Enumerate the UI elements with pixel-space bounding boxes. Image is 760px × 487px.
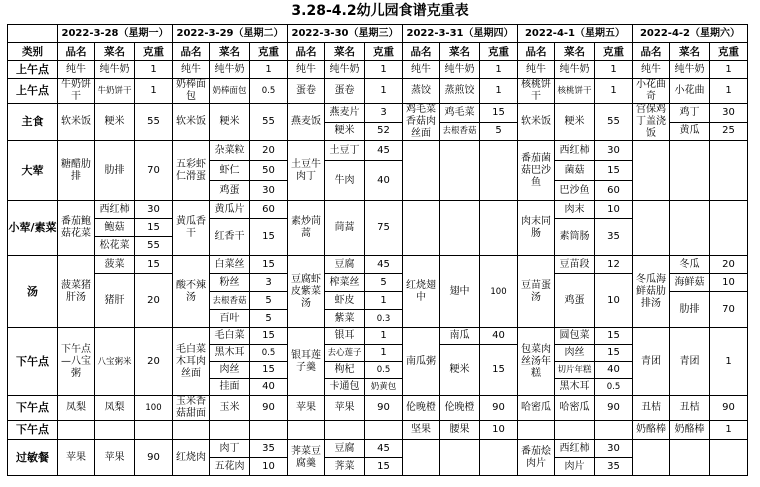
ingredient-name <box>95 421 135 440</box>
ingredient-weight: 1 <box>595 79 633 104</box>
ingredient-weight: 1 <box>595 61 633 79</box>
ingredient-weight <box>480 201 518 256</box>
meal-category: 下午点 <box>8 328 58 396</box>
ingredient-weight: 90 <box>595 396 633 421</box>
dish-header: 品名 <box>288 43 325 61</box>
ingredient-weight: 15 <box>135 219 173 237</box>
ingredient-weight: 1 <box>710 328 748 396</box>
ingredient-weight: 55 <box>250 104 288 141</box>
ingredient-name: 南瓜 <box>440 328 480 345</box>
dish-name: 包菜肉丝汤年糕 <box>518 328 555 396</box>
ingredient-name: 牛肉 <box>325 161 365 201</box>
ingredient-weight: 15 <box>595 345 633 362</box>
ingredient-weight: 20 <box>135 274 173 328</box>
ingredient-weight: 15 <box>135 256 173 274</box>
ingredient-weight: 55 <box>135 237 173 256</box>
ingredient-weight: 5 <box>250 310 288 328</box>
ingredient-header: 菜名 <box>440 43 480 61</box>
ingredient-name: 西红柿 <box>555 440 595 458</box>
page-title: 3.28-4.2幼儿园食谱克重表 <box>291 3 469 19</box>
ingredient-name: 肋排 <box>670 292 710 328</box>
ingredient-name: 纯牛奶 <box>210 61 250 79</box>
ingredient-name: 虾皮 <box>325 292 365 310</box>
ingredient-name: 蛋卷 <box>325 79 365 104</box>
dish-name: 小花曲奇 <box>633 79 670 104</box>
ingredient-weight: 40 <box>250 379 288 396</box>
ingredient-weight: 1 <box>135 61 173 79</box>
ingredient-header: 菜名 <box>210 43 250 61</box>
weight-header: 克重 <box>135 43 173 61</box>
dish-name: 毛白菜木耳肉丝面 <box>173 328 210 396</box>
ingredient-weight: 55 <box>595 104 633 141</box>
dish-name: 燕麦饭 <box>288 104 325 141</box>
weight-header: 克重 <box>480 43 518 61</box>
dish-name: 豆腐虾皮紫菜汤 <box>288 256 325 328</box>
ingredient-weight: 0.5 <box>365 362 403 379</box>
ingredient-weight <box>710 141 748 201</box>
ingredient-name: 翅中 <box>440 256 480 328</box>
ingredient-name: 腰果 <box>440 421 480 440</box>
ingredient-name: 毛白菜 <box>210 328 250 345</box>
ingredient-name: 卡通包 <box>325 379 365 396</box>
ingredient-weight: 15 <box>595 161 633 181</box>
ingredient-name <box>440 440 480 476</box>
dish-name: 黄瓜香干 <box>173 201 210 256</box>
ingredient-name: 挂面 <box>210 379 250 396</box>
meal-category: 大荤 <box>8 141 58 201</box>
ingredient-weight: 5 <box>480 122 518 141</box>
dish-name: 五彩虾仁滑蛋 <box>173 141 210 201</box>
ingredient-weight: 90 <box>480 396 518 421</box>
ingredient-name: 榨菜丝 <box>325 274 365 292</box>
ingredient-weight: 75 <box>365 201 403 256</box>
ingredient-weight: 0.3 <box>365 310 403 328</box>
ingredient-name: 豆腐 <box>325 440 365 458</box>
dish-name: 苹果 <box>288 396 325 421</box>
dish-name: 苹果 <box>58 440 95 476</box>
ingredient-weight: 0.5 <box>250 79 288 104</box>
ingredient-weight: 1 <box>480 61 518 79</box>
ingredient-weight: 15 <box>365 458 403 476</box>
ingredient-weight: 10 <box>595 274 633 328</box>
ingredient-name: 蒸煎饺 <box>440 79 480 104</box>
weight-header: 克重 <box>365 43 403 61</box>
dish-name <box>403 141 440 201</box>
dish-name: 纯牛 <box>633 61 670 79</box>
ingredient-header: 菜名 <box>325 43 365 61</box>
dish-name: 丑桔 <box>633 396 670 421</box>
ingredient-weight: 15 <box>595 328 633 345</box>
meal-category: 下午点 <box>8 396 58 421</box>
dish-name <box>633 201 670 256</box>
dish-name: 纯牛 <box>173 61 210 79</box>
ingredient-weight: 52 <box>365 122 403 141</box>
ingredient-weight: 70 <box>710 292 748 328</box>
ingredient-name <box>440 201 480 256</box>
ingredient-name: 纯牛奶 <box>95 61 135 79</box>
ingredient-name: 茼蒿 <box>325 201 365 256</box>
ingredient-weight: 25 <box>710 122 748 141</box>
day-date-header: 2022-3-31（星期四） <box>403 25 518 43</box>
dish-name: 牛奶饼干 <box>58 79 95 104</box>
ingredient-weight: 20 <box>250 141 288 161</box>
ingredient-name: 西红柿 <box>95 201 135 219</box>
ingredient-name: 冬瓜 <box>670 256 710 274</box>
dish-name: 软米饭 <box>518 104 555 141</box>
ingredient-name: 肉丝 <box>210 362 250 379</box>
meal-category: 上午点 <box>8 79 58 104</box>
ingredient-name <box>670 201 710 256</box>
dish-name: 核桃饼干 <box>518 79 555 104</box>
ingredient-name: 黑木耳 <box>555 379 595 396</box>
meal-category: 下午点 <box>8 421 58 440</box>
ingredient-name: 西红柿 <box>555 141 595 161</box>
ingredient-name: 奶酪棒 <box>670 421 710 440</box>
ingredient-weight <box>710 201 748 256</box>
ingredient-name: 八宝粥米 <box>95 328 135 396</box>
ingredient-name: 去心莲子 <box>325 345 365 362</box>
ingredient-name: 海鲜菇 <box>670 274 710 292</box>
ingredient-name: 粳米 <box>210 104 250 141</box>
dish-name: 南瓜粥 <box>403 328 440 396</box>
ingredient-weight: 70 <box>135 141 173 201</box>
ingredient-name: 红香干 <box>210 219 250 256</box>
ingredient-weight: 15 <box>250 328 288 345</box>
ingredient-name: 玉米 <box>210 396 250 421</box>
ingredient-weight: 50 <box>250 161 288 181</box>
dish-name <box>403 201 440 256</box>
ingredient-weight <box>480 440 518 476</box>
day-date-header: 2022-3-28（星期一） <box>58 25 173 43</box>
dish-name: 纯牛 <box>288 61 325 79</box>
ingredient-weight: 20 <box>135 328 173 396</box>
dish-name <box>633 141 670 201</box>
meal-category: 主食 <box>8 104 58 141</box>
ingredient-weight: 1 <box>710 421 748 440</box>
ingredient-header: 菜名 <box>95 43 135 61</box>
ingredient-name: 粳米 <box>440 345 480 396</box>
ingredient-name: 肉丁 <box>210 440 250 458</box>
dish-name: 银耳莲子羹 <box>288 328 325 396</box>
ingredient-weight: 5 <box>365 274 403 292</box>
ingredient-weight: 10 <box>250 458 288 476</box>
dish-name: 凤梨 <box>58 396 95 421</box>
ingredient-weight: 100 <box>480 256 518 328</box>
dish-name: 鸡毛菜香菇肉丝面 <box>403 104 440 141</box>
ingredient-weight: 15 <box>250 362 288 379</box>
dish-name: 番茄鲍菇花菜 <box>58 201 95 256</box>
ingredient-name: 猪肝 <box>95 274 135 328</box>
ingredient-weight: 35 <box>595 458 633 476</box>
dish-name <box>173 421 210 440</box>
dish-name: 奶酪棒 <box>633 421 670 440</box>
ingredient-name: 豆苗段 <box>555 256 595 274</box>
dish-name: 红烧肉 <box>173 440 210 476</box>
ingredient-weight: 1 <box>365 79 403 104</box>
ingredient-header: 菜名 <box>670 43 710 61</box>
ingredient-name: 肉末 <box>555 201 595 219</box>
ingredient-weight: 55 <box>135 104 173 141</box>
ingredient-weight: 奶黄包 <box>365 379 403 396</box>
ingredient-weight <box>365 421 403 440</box>
dish-name <box>403 440 440 476</box>
ingredient-name: 核桃饼干 <box>555 79 595 104</box>
ingredient-weight <box>710 440 748 476</box>
dish-header: 品名 <box>173 43 210 61</box>
dish-name: 奶棒面包 <box>173 79 210 104</box>
ingredient-weight: 90 <box>365 396 403 421</box>
ingredient-name: 鸡蛋 <box>555 274 595 328</box>
ingredient-name: 切片年糕 <box>555 362 595 379</box>
ingredient-name: 紫菜 <box>325 310 365 328</box>
ingredient-name: 鸡丁 <box>670 104 710 123</box>
ingredient-name <box>555 421 595 440</box>
ingredient-name: 松花菜 <box>95 237 135 256</box>
dish-name: 宫保鸡丁盖浇饭 <box>633 104 670 141</box>
ingredient-name: 百叶 <box>210 310 250 328</box>
ingredient-weight: 45 <box>365 440 403 458</box>
dish-name: 酸不辣汤 <box>173 256 210 328</box>
ingredient-name: 素筒肠 <box>555 219 595 256</box>
dish-name: 纯牛 <box>403 61 440 79</box>
ingredient-name: 圆包菜 <box>555 328 595 345</box>
ingredient-weight: 60 <box>595 181 633 201</box>
ingredient-name: 白菜丝 <box>210 256 250 274</box>
dish-name <box>518 421 555 440</box>
weight-header: 克重 <box>250 43 288 61</box>
ingredient-name <box>440 141 480 201</box>
ingredient-weight: 20 <box>710 256 748 274</box>
ingredient-name: 哈密瓜 <box>555 396 595 421</box>
dish-name: 坚果 <box>403 421 440 440</box>
ingredient-name: 银耳 <box>325 328 365 345</box>
ingredient-weight: 12 <box>595 256 633 274</box>
ingredient-weight: 40 <box>365 161 403 201</box>
category-header: 类别 <box>8 43 58 61</box>
weight-header: 克重 <box>710 43 748 61</box>
ingredient-weight <box>250 421 288 440</box>
recipe-table <box>7 24 748 476</box>
dish-name: 红烧翅中 <box>403 256 440 328</box>
dish-name: 蛋卷 <box>288 79 325 104</box>
ingredient-weight: 15 <box>250 219 288 256</box>
dish-name: 菠菜猪肝汤 <box>58 256 95 328</box>
dish-header: 品名 <box>518 43 555 61</box>
ingredient-name: 肉片 <box>555 458 595 476</box>
ingredient-weight: 1 <box>365 328 403 345</box>
ingredient-weight: 15 <box>480 104 518 123</box>
dish-header: 品名 <box>633 43 670 61</box>
day-date-header: 2022-4-2（星期六） <box>633 25 748 43</box>
dish-name: 哈密瓜 <box>518 396 555 421</box>
ingredient-weight: 10 <box>710 274 748 292</box>
ingredient-weight: 90 <box>710 396 748 421</box>
ingredient-name <box>670 440 710 476</box>
meal-category: 过敏餐 <box>8 440 58 476</box>
dish-name: 番茄菌菇巴沙鱼 <box>518 141 555 201</box>
dish-name: 玉米香菇甜面 <box>173 396 210 421</box>
ingredient-weight: 3 <box>250 274 288 292</box>
dish-name: 荠菜豆腐羹 <box>288 440 325 476</box>
ingredient-weight: 60 <box>250 201 288 219</box>
dish-name: 下午点—八宝粥 <box>58 328 95 396</box>
ingredient-name: 纯牛奶 <box>670 61 710 79</box>
ingredient-name: 纯牛奶 <box>440 61 480 79</box>
dish-name: 素炒茼蒿 <box>288 201 325 256</box>
ingredient-name: 豆腐 <box>325 256 365 274</box>
ingredient-weight <box>595 421 633 440</box>
ingredient-weight: 90 <box>135 440 173 476</box>
ingredient-weight: 40 <box>595 362 633 379</box>
ingredient-weight: 35 <box>595 219 633 256</box>
ingredient-name: 牛奶饼干 <box>95 79 135 104</box>
ingredient-name: 巴沙鱼 <box>555 181 595 201</box>
ingredient-name <box>210 421 250 440</box>
ingredient-weight: 100 <box>135 396 173 421</box>
ingredient-weight: 0.5 <box>595 379 633 396</box>
ingredient-weight: 30 <box>135 201 173 219</box>
dish-header: 品名 <box>58 43 95 61</box>
meal-category: 汤 <box>8 256 58 328</box>
ingredient-name: 鸡蛋 <box>210 181 250 201</box>
ingredient-weight: 10 <box>595 201 633 219</box>
ingredient-name: 黄瓜 <box>670 122 710 141</box>
ingredient-name: 去根香菇 <box>440 122 480 141</box>
ingredient-name: 菌菇 <box>555 161 595 181</box>
ingredient-weight: 30 <box>595 440 633 458</box>
ingredient-name: 黄瓜片 <box>210 201 250 219</box>
dish-name: 纯牛 <box>518 61 555 79</box>
dish-header: 品名 <box>403 43 440 61</box>
ingredient-weight: 45 <box>365 256 403 274</box>
ingredient-name: 苹果 <box>325 396 365 421</box>
ingredient-name: 菠菜 <box>95 256 135 274</box>
ingredient-name: 五花肉 <box>210 458 250 476</box>
ingredient-name: 丑桔 <box>670 396 710 421</box>
ingredient-name: 粳米 <box>555 104 595 141</box>
ingredient-weight: 1 <box>365 292 403 310</box>
corner-cell <box>8 25 58 43</box>
ingredient-weight: 0.5 <box>250 345 288 362</box>
ingredient-weight <box>135 421 173 440</box>
ingredient-weight: 30 <box>595 141 633 161</box>
ingredient-name: 小花曲 <box>670 79 710 104</box>
day-date-header: 2022-3-29（星期二） <box>173 25 288 43</box>
dish-name: 土豆牛肉丁 <box>288 141 325 201</box>
dish-name <box>633 440 670 476</box>
ingredient-weight: 1 <box>365 61 403 79</box>
ingredient-name: 荠菜 <box>325 458 365 476</box>
ingredient-weight: 10 <box>480 421 518 440</box>
ingredient-name: 杂菜粒 <box>210 141 250 161</box>
ingredient-weight: 15 <box>250 256 288 274</box>
ingredient-name: 肋排 <box>95 141 135 201</box>
ingredient-name: 青团 <box>670 328 710 396</box>
dish-name: 伦晚橙 <box>403 396 440 421</box>
ingredient-weight: 5 <box>250 292 288 310</box>
ingredient-weight <box>480 141 518 201</box>
ingredient-weight: 1 <box>250 61 288 79</box>
ingredient-name: 鲍菇 <box>95 219 135 237</box>
ingredient-header: 菜名 <box>555 43 595 61</box>
ingredient-name <box>670 141 710 201</box>
ingredient-weight: 1 <box>365 345 403 362</box>
dish-name: 番茄烩肉片 <box>518 440 555 476</box>
ingredient-weight: 45 <box>365 141 403 161</box>
ingredient-name: 去根香菇 <box>210 292 250 310</box>
ingredient-name: 燕麦片 <box>325 104 365 123</box>
ingredient-weight: 35 <box>250 440 288 458</box>
ingredient-name: 土豆丁 <box>325 141 365 161</box>
ingredient-name: 肉丝 <box>555 345 595 362</box>
ingredient-weight: 30 <box>710 104 748 123</box>
ingredient-name: 纯牛奶 <box>555 61 595 79</box>
dish-name <box>58 421 95 440</box>
dish-name: 冬瓜海鲜菇肋排汤 <box>633 256 670 328</box>
dish-name <box>288 421 325 440</box>
ingredient-name: 粳米 <box>325 122 365 141</box>
ingredient-name: 奶棒面包 <box>210 79 250 104</box>
dish-name: 软米饭 <box>173 104 210 141</box>
ingredient-weight: 1 <box>710 79 748 104</box>
ingredient-weight: 40 <box>480 328 518 345</box>
dish-name: 蒸饺 <box>403 79 440 104</box>
weight-header: 克重 <box>595 43 633 61</box>
ingredient-name: 苹果 <box>95 440 135 476</box>
ingredient-name: 黑木耳 <box>210 345 250 362</box>
ingredient-weight: 15 <box>480 345 518 396</box>
ingredient-weight: 1 <box>710 61 748 79</box>
dish-name: 软米饭 <box>58 104 95 141</box>
ingredient-weight: 90 <box>250 396 288 421</box>
day-date-header: 2022-4-1（星期五） <box>518 25 633 43</box>
ingredient-name <box>325 421 365 440</box>
ingredient-name: 粳米 <box>95 104 135 141</box>
dish-name: 豆苗蛋汤 <box>518 256 555 328</box>
dish-name: 纯牛 <box>58 61 95 79</box>
ingredient-name: 伦晚橙 <box>440 396 480 421</box>
dish-name: 青团 <box>633 328 670 396</box>
meal-category: 上午点 <box>8 61 58 79</box>
dish-name: 肉末同肠 <box>518 201 555 256</box>
day-date-header: 2022-3-30（星期三） <box>288 25 403 43</box>
ingredient-weight: 30 <box>250 181 288 201</box>
ingredient-weight: 3 <box>365 104 403 123</box>
ingredient-name: 凤梨 <box>95 396 135 421</box>
ingredient-name: 鸡毛菜 <box>440 104 480 123</box>
meal-category: 小荤/素菜 <box>8 201 58 256</box>
dish-name: 糖醋肋排 <box>58 141 95 201</box>
ingredient-weight: 1 <box>135 79 173 104</box>
ingredient-name: 粉丝 <box>210 274 250 292</box>
ingredient-name: 虾仁 <box>210 161 250 181</box>
ingredient-name: 纯牛奶 <box>325 61 365 79</box>
ingredient-weight: 1 <box>480 79 518 104</box>
ingredient-name: 枸杞 <box>325 362 365 379</box>
